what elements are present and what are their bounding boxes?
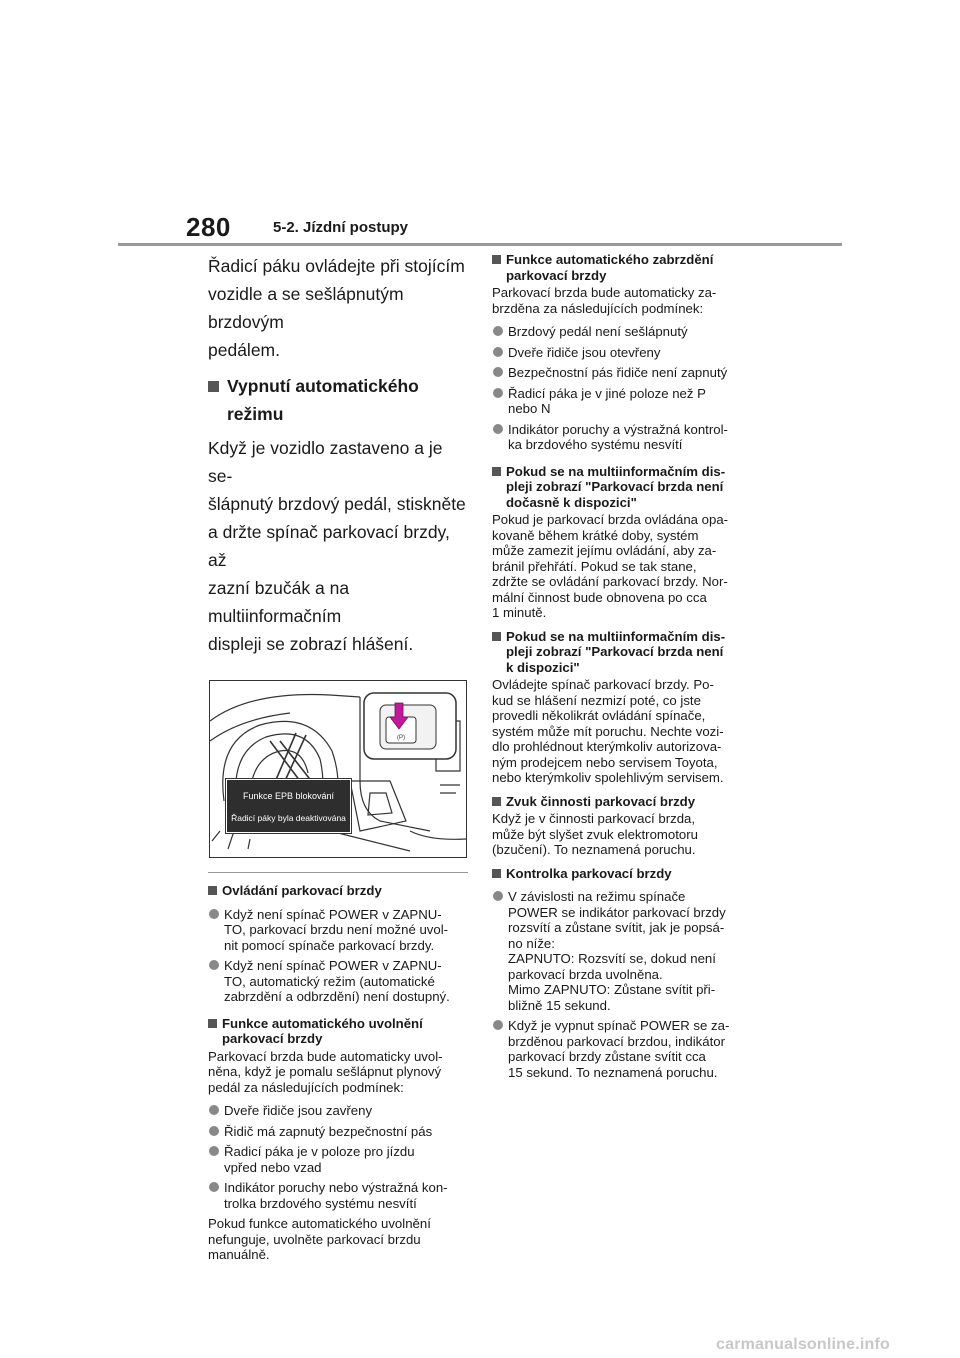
heading-auto-apply: Funkce automatického zabrzdění parkovací brzdy (492, 252, 758, 283)
bullet-item: Bezpečnostní pás řidiče není zapnutý (492, 365, 758, 381)
square-bullet-icon (492, 797, 501, 806)
operation-sound-paragraph: Když je v činnosti parkovací brzda, může být slyšet zvuk elektromotoru (bzučení). To neznamená poruchu. (492, 811, 698, 857)
square-bullet-icon (208, 886, 217, 895)
dashboard-illustration (209, 680, 467, 858)
watermark[interactable]: carmanualsonline.info (716, 1336, 891, 1353)
bullet-item: Když není spínač POWER v ZAPNU- TO, automatický režim (automatické zabrzdění a odbrzdění) není dostupný. (208, 958, 470, 1005)
auto-release-end: Pokud funkce automatického uvolnění nefunguje, uvolněte parkovací brzdu manuálně. (208, 1216, 431, 1262)
unavailable-paragraph: Ovládejte spínač parkovací brzdy. Po- kud se hlášení nezmizí poté, co jste provedli několikrát ovládání spínače, systém může mít poruchu. Nechte vozi- dlo prohlédnout kterýmkoliv autorizova- ným prodejcem nebo servisem Toyota, nebo kterýmkoliv spolehlivým servisem. (492, 677, 724, 785)
bullet-dot-icon (493, 326, 503, 336)
bullet-dot-icon (493, 891, 503, 901)
heading-auto-release: Funkce automatického uvolnění parkovací brzdy (208, 1016, 470, 1047)
heading-ovladani: Ovládání parkovací brzdy (208, 883, 470, 899)
auto-apply-paragraph: Parkovací brzda bude automaticky za- brzděna za následujících podmínek: (492, 285, 717, 316)
right-column (492, 252, 758, 1085)
divider (208, 872, 468, 873)
bullet-item: V závislosti na režimu spínače POWER se indikátor parkovací brzdy rozsvítí a zůstane svítit, jak je popsá- no níže: ZAPNUTO: Rozsvítí se, dokud není parkovací brzda uvolněna. Mimo ZAPNUTO: Zůstane svítit při- bližně 15 sekund. (492, 889, 758, 1013)
left-column (208, 252, 470, 1271)
bullet-dot-icon (493, 1020, 503, 1030)
bullet-item: Řidič má zapnutý bezpečnostní pás (208, 1124, 470, 1140)
bullet-dot-icon (493, 347, 503, 357)
bullet-item: Řadicí páka je v jiné poloze než P nebo N (492, 386, 758, 417)
bullet-item: Když není spínač POWER v ZAPNU- TO, parkovací brzdu není možné uvol- nit pomocí spínače parkovací brzdy. (208, 907, 470, 954)
bullet-dot-icon (209, 909, 219, 919)
header-rule (118, 243, 842, 246)
callout-line-1: Funkce EPB blokování (242, 791, 335, 801)
intro-paragraph: Řadicí páku ovládejte při stojícím vozidle a se sešlápnutým brzdovým pedálem. (208, 256, 465, 360)
auto-off-paragraph: Když je vozidlo zastaveno a je se- šlápnutý brzdový pedál, stiskněte a držte spínač parkovací brzdy, až zazní bzučák a na multiinformačním displeji se zobrazí hlášení. (208, 438, 466, 654)
page-number: 280 (186, 212, 231, 242)
bullet-item: Dveře řidiče jsou otevřeny (492, 345, 758, 361)
bullet-item: Dveře řidiče jsou zavřeny (208, 1103, 470, 1119)
square-bullet-icon (208, 1019, 217, 1028)
heading-indicator: Kontrolka parkovací brzdy (492, 866, 758, 882)
svg-text:(P): (P) (397, 735, 405, 741)
square-bullet-icon (492, 255, 501, 264)
heading-temporarily-unavailable: Pokud se na multiinformačním dis- pleji zobrazí "Parkovací brzda není dočasně k dispozici" (492, 464, 758, 511)
bullet-dot-icon (209, 1146, 219, 1156)
square-bullet-icon (492, 869, 501, 878)
square-bullet-icon (492, 632, 501, 641)
square-bullet-icon (208, 381, 219, 392)
bullet-item: Indikátor poruchy a výstražná kontrol- ka brzdového systému nesvítí (492, 422, 758, 453)
bullet-dot-icon (209, 1182, 219, 1192)
auto-off-heading: Vypnutí automatického režimu (208, 372, 470, 428)
bullet-item: Když je vypnut spínač POWER se za- brzděnou parkovací brzdou, indikátor parkovací brzdy zůstane svítit cca 15 sekund. To neznamená poruchu. (492, 1018, 758, 1080)
auto-release-paragraph: Parkovací brzda bude automaticky uvol- něna, když je pomalu sešlápnut plynový pedál za následujících podmínek: (208, 1048, 443, 1095)
bullet-item: Řadicí páka je v poloze pro jízdu vpřed nebo vzad (208, 1144, 470, 1175)
bullet-dot-icon (493, 367, 503, 377)
bullet-item: Brzdový pedál není sešlápnutý (492, 324, 758, 340)
bullet-dot-icon (209, 1126, 219, 1136)
page-header (0, 0, 960, 250)
temporarily-unavailable-paragraph: Pokud je parkovací brzda ovládána opa- kovaně během krátké doby, systém může zamezit jejímu ovládání, aby za- bránil přehřátí. Pokud se tak stane, zdržte se ovládání parkovací brzdy. Nor- mální činnost bude obnovena po cca 1 minutě. (492, 512, 729, 620)
bullet-item: Indikátor poruchy nebo výstražná kon- trolka brzdového systému nesvítí (208, 1180, 470, 1211)
callout-line-2: Řadicí páky byla deaktivována (231, 813, 346, 823)
heading-unavailable: Pokud se na multiinformačním dis- pleji zobrazí "Parkovací brzda není k dispozici" (492, 629, 758, 676)
bullet-dot-icon (493, 424, 503, 434)
square-bullet-icon (492, 467, 501, 476)
display-message (226, 779, 351, 833)
heading-operation-sound: Zvuk činnosti parkovací brzdy (492, 794, 758, 810)
section-title: 5-2. Jízdní postupy (273, 219, 409, 236)
bullet-dot-icon (493, 388, 503, 398)
bullet-dot-icon (209, 960, 219, 970)
bullet-dot-icon (209, 1105, 219, 1115)
